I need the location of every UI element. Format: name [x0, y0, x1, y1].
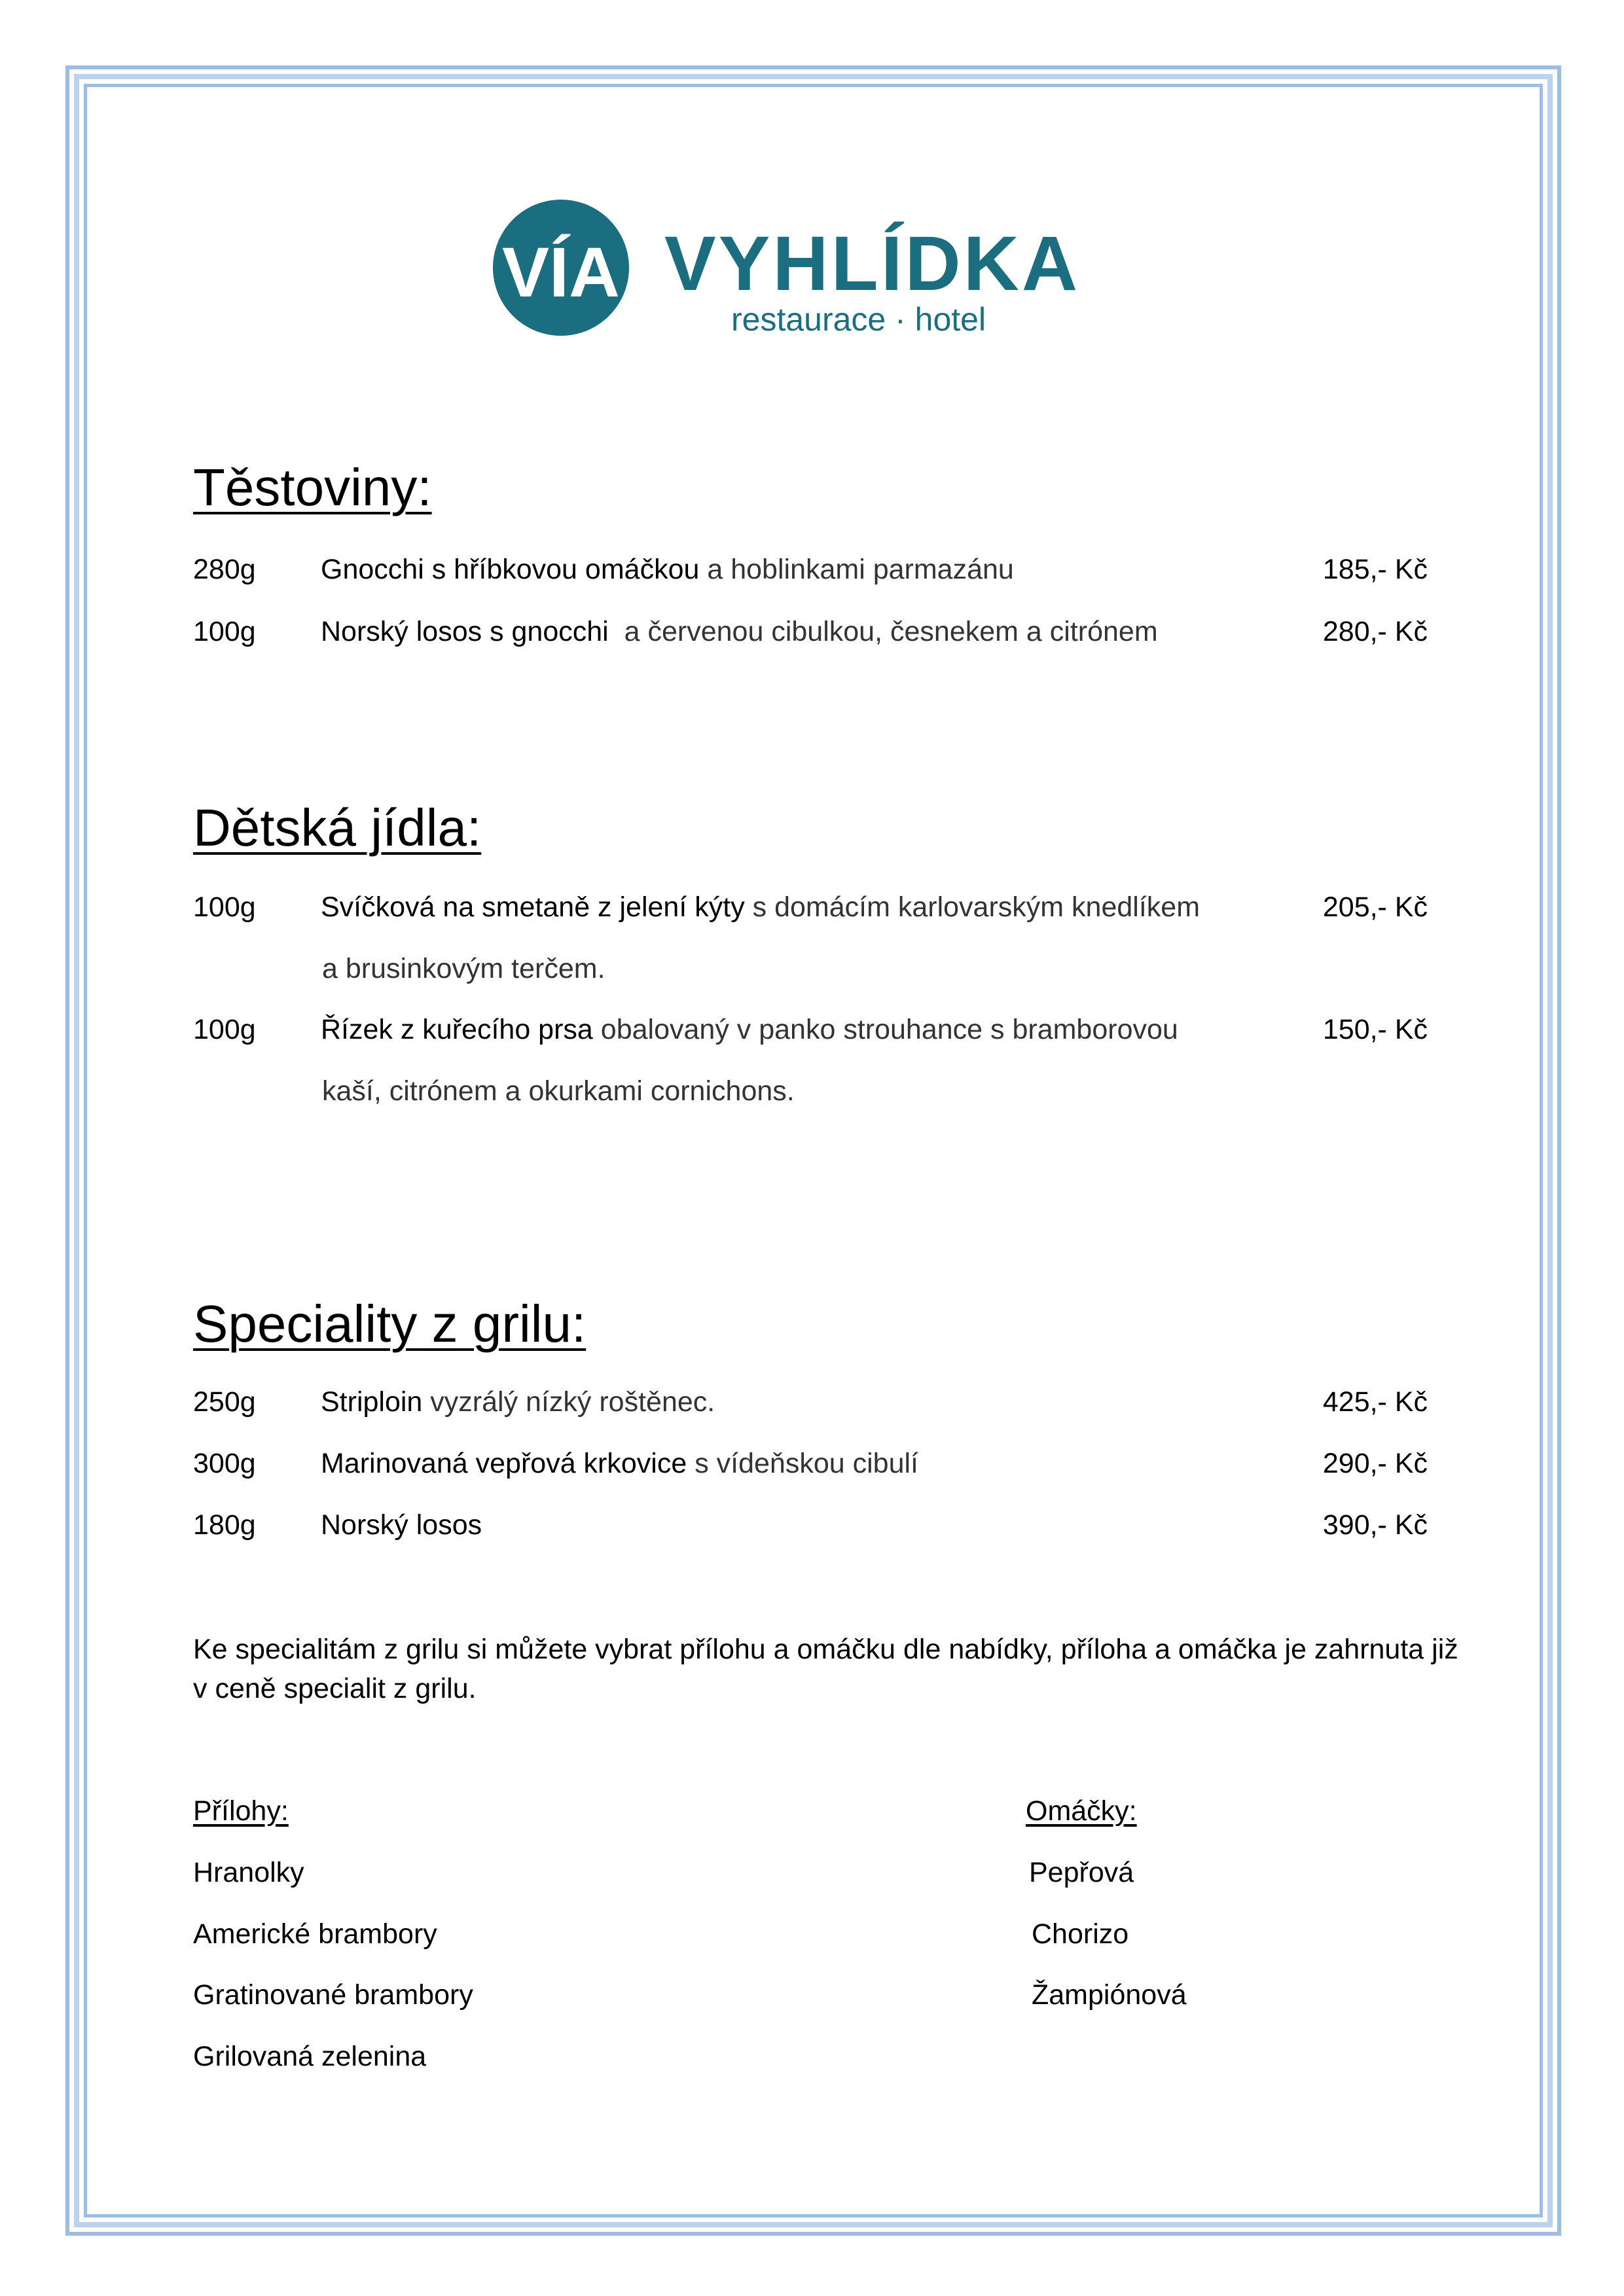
section-title-pasta: Těstoviny: [193, 458, 432, 516]
item-desc: obalovaný v panko strouhance s bramborovou [592, 1014, 1178, 1045]
sauce-item: Chorizo [1032, 1918, 1129, 1950]
grill-note-line: v ceně specialit z grilu. [193, 1673, 477, 1704]
item-name: Gnocchi s hříbkovou omáčkou [321, 554, 700, 585]
menu-item [0, 888, 1624, 927]
item-desc: vyzrálý nízký roštěnec. [422, 1386, 715, 1418]
section-title-grill: Speciality z grilu: [193, 1295, 586, 1353]
logo-tagline: restaurace · hotel [731, 301, 986, 338]
sides-title: Přílohy: [193, 1795, 289, 1827]
sauce-item: Pepřová [1029, 1857, 1134, 1888]
item-desc: s vídeňskou cibulí [687, 1448, 919, 1479]
item-desc: s domácím karlovarským knedlíkem [744, 891, 1200, 923]
item-desc: a hoblinkami parmazánu [699, 554, 1014, 585]
menu-item [0, 550, 1624, 589]
item-name: Striploin [321, 1386, 423, 1418]
item-description [321, 1010, 1178, 1049]
item-description [321, 888, 1200, 927]
item-name: Řízek z kuřecího prsa [321, 1014, 593, 1045]
item-description [321, 1505, 482, 1545]
item-weight: 280g [193, 554, 256, 585]
item-weight: 100g [193, 891, 256, 923]
item-name: Svíčková na smetaně z jelení kýty [321, 891, 745, 923]
section-title-kids: Dětská jídla: [193, 798, 482, 857]
grill-note [193, 1630, 1458, 1708]
sauce-item: Žampiónová [1032, 1979, 1187, 2011]
grill-note-line: Ke specialitám z grilu si můžete vybrat přílohu a omáčku dle nabídky, příloha a omáčka je zahrnuta již [193, 1634, 1458, 1665]
logo-mark: VÍA [501, 232, 621, 312]
item-weight: 100g [193, 1014, 256, 1045]
restaurant-logo [488, 192, 1136, 344]
item-desc-continued: a brusinkovým terčem. [322, 953, 605, 984]
item-description [321, 1444, 918, 1483]
item-description [321, 612, 1158, 651]
item-price: 150,- Kč [1322, 1014, 1428, 1045]
logo-brand: VYHLÍDKA [664, 221, 1081, 307]
menu-item [0, 1382, 1624, 1422]
menu-item [0, 1444, 1624, 1483]
item-price: 205,- Kč [1322, 891, 1428, 923]
menu-item [0, 1505, 1624, 1545]
item-name: Marinovaná vepřová krkovice [321, 1448, 687, 1479]
side-item: Americké brambory [193, 1918, 437, 1950]
side-item: Grilovaná zelenina [193, 2041, 427, 2072]
item-desc: a červenou cibulkou, česnekem a citrónem [608, 616, 1158, 647]
item-price: 185,- Kč [1322, 554, 1428, 585]
item-desc-continued: kaší, citrónem a okurkami cornichons. [322, 1075, 795, 1107]
item-description [321, 1382, 715, 1422]
item-weight: 180g [193, 1509, 256, 1541]
item-weight: 300g [193, 1448, 256, 1479]
item-weight: 100g [193, 616, 256, 647]
item-price: 290,- Kč [1322, 1448, 1428, 1479]
item-name: Norský losos [321, 1509, 482, 1541]
sauces-title: Omáčky: [1026, 1795, 1137, 1827]
item-weight: 250g [193, 1386, 256, 1418]
side-item: Gratinované brambory [193, 1979, 473, 2011]
item-price: 425,- Kč [1322, 1386, 1428, 1418]
menu-item [0, 1010, 1624, 1049]
item-description [321, 550, 1014, 589]
item-price: 280,- Kč [1322, 616, 1428, 647]
item-price: 390,- Kč [1322, 1509, 1428, 1541]
side-item: Hranolky [193, 1857, 304, 1888]
menu-item [0, 612, 1624, 651]
item-name: Norský losos s gnocchi [321, 616, 609, 647]
page-border-inner [84, 84, 1543, 2217]
